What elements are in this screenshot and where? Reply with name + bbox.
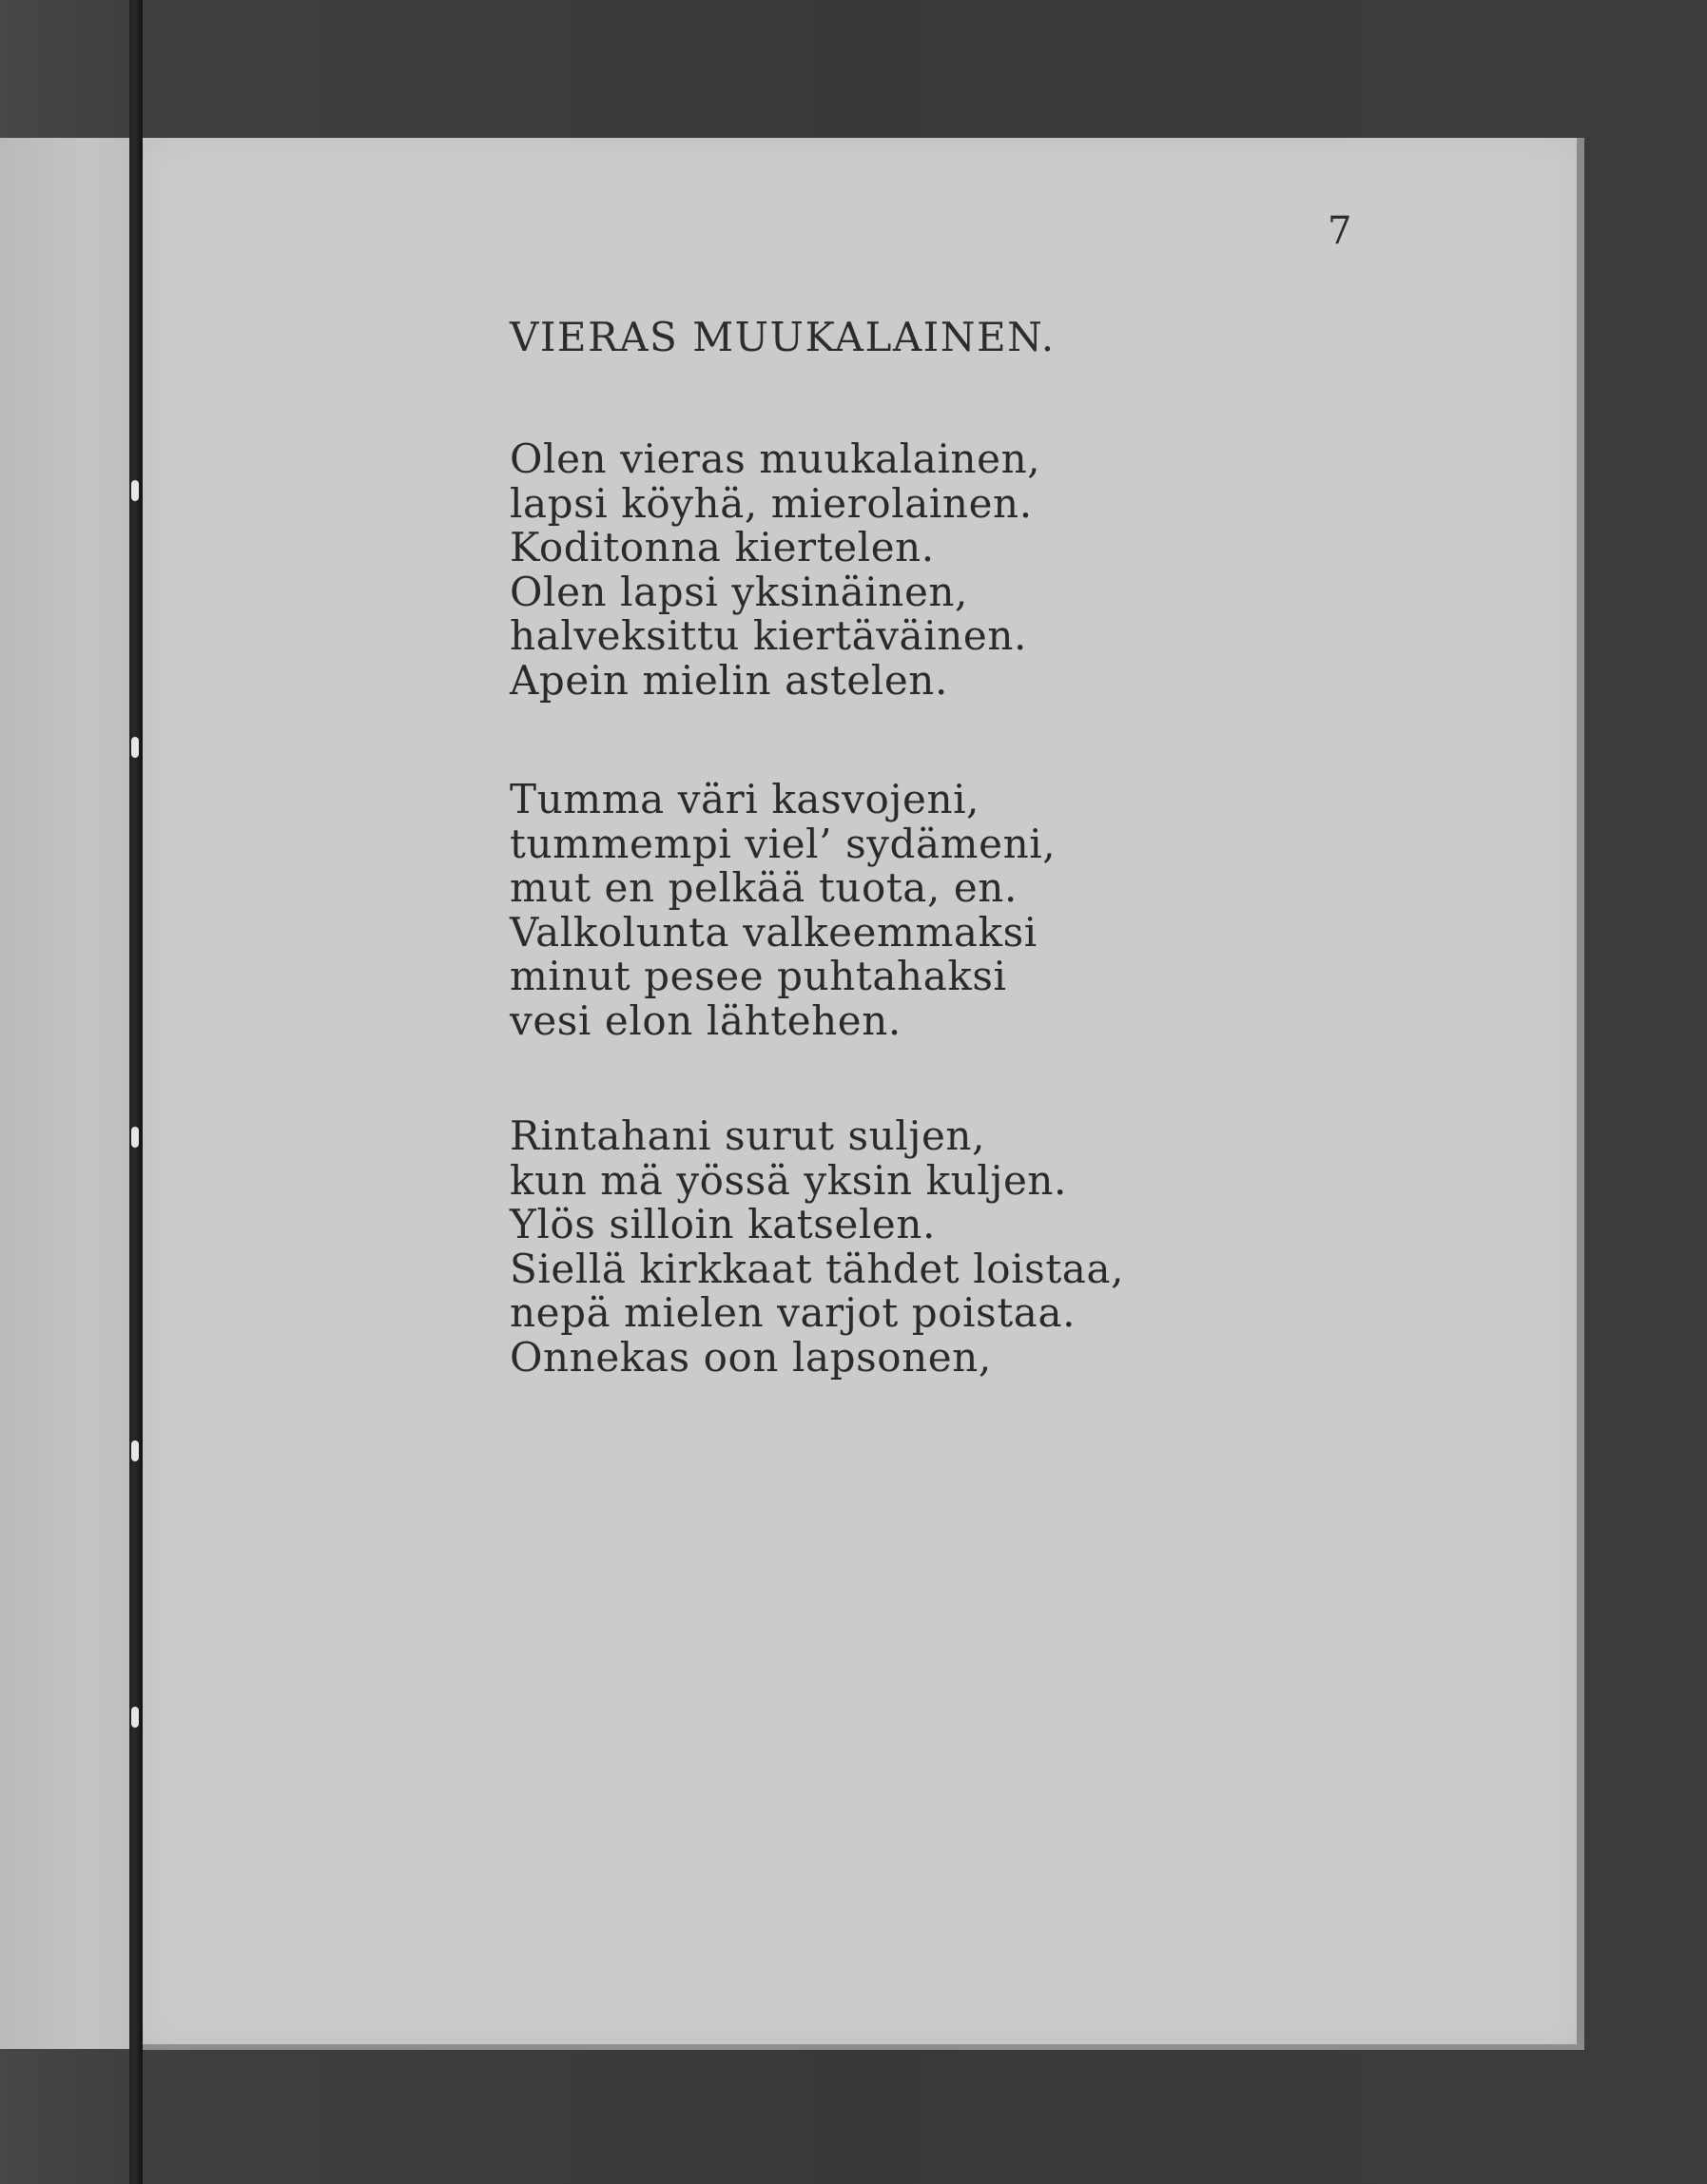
stanza-2	[510, 778, 1056, 1043]
poem-line: nepä mielen varjot poistaa.	[510, 1289, 1077, 1336]
poem-title: VIERAS MUUKALAINEN.	[510, 314, 1056, 360]
poem-line: Olen vieras muukalainen,	[510, 435, 1041, 482]
book-gutter	[129, 0, 143, 2184]
binding-stitch	[131, 1127, 139, 1148]
binding-stitch	[131, 1440, 139, 1461]
left-page-edge	[0, 138, 143, 2049]
poem-line: Olen lapsi yksinäinen,	[510, 568, 969, 615]
poem-line: Ylös silloin katselen.	[510, 1201, 936, 1247]
binding-stitch	[131, 480, 139, 501]
poem-line: minut pesee puhtahaksi	[510, 953, 1007, 999]
poem-line: mut en pelkää tuota, en.	[510, 864, 1018, 911]
stanza-3	[510, 1114, 1124, 1380]
page-number: 7	[1328, 209, 1352, 253]
poem-line: lapsi köyhä, mierolainen.	[510, 479, 1033, 527]
page-edge-bottom	[143, 2044, 1584, 2050]
poem-line: vesi elon lähtehen.	[510, 996, 902, 1044]
page-edge-right	[1577, 138, 1584, 2049]
poem-line: Valkolunta valkeemmaksi	[510, 908, 1038, 956]
binding-stitch	[131, 1707, 139, 1728]
poem-line: kun mä yössä yksin kuljen.	[510, 1156, 1068, 1204]
poem-line: Tumma väri kasvojeni,	[510, 776, 980, 822]
poem-line: Onnekas oon lapsonen,	[510, 1333, 992, 1381]
poem-line: Siellä kirkkaat tähdet loistaa,	[510, 1245, 1125, 1292]
poem-line: halveksittu kiertäväinen.	[510, 612, 1027, 659]
binding-stitch	[131, 737, 139, 758]
stanza-1	[510, 437, 1040, 703]
poem-line: Rintahani surut suljen,	[510, 1112, 986, 1159]
poem-line: Apein mielin astelen.	[510, 656, 948, 704]
poem-line: tummempi viel’ sydämeni,	[510, 820, 1057, 867]
poem-line: Koditonna kiertelen.	[510, 524, 935, 570]
book-page	[143, 138, 1581, 2049]
